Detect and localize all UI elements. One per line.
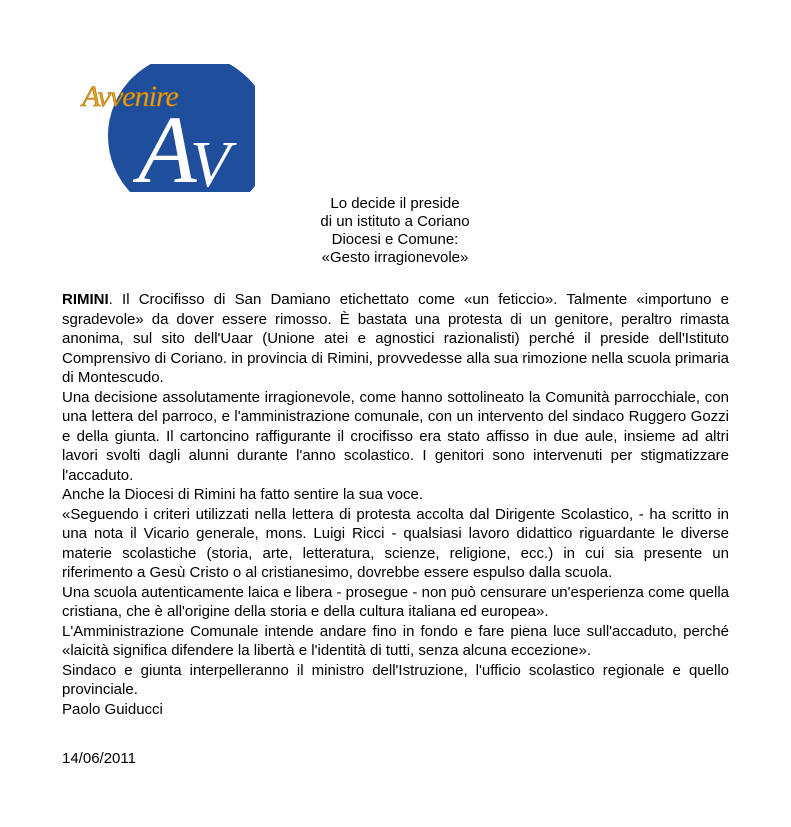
headline-line: Diocesi e Comune:: [331, 231, 459, 248]
article-paragraph: RIMINI. Il Crocifisso di San Damiano etichettato come «un feticcio». Talmente «importuno e sgradevole» da dover essere rimosso. È bastata una protesta di un genitore, peraltro rimasta anonima, sul sito dell'Uaar (Unione atei e agnostici razionalisti) perché il preside dell'Istituto Comprensivo di Coriano. in provincia di Rimini, provvedesse alla sua rimozione nella scuola primaria di Montescudo.: [62, 291, 729, 386]
publication-date: 14/06/2011: [62, 750, 136, 767]
article-paragraph: Sindaco e giunta interpelleranno il ministro dell'Istruzione, l'ufficio scolastico regionale e quello provinciale.: [62, 661, 729, 698]
svg-text:V: V: [190, 128, 231, 194]
headline-line: Lo decide il preside: [330, 195, 460, 212]
svg-text:Avvenire: Avvenire: [82, 80, 178, 113]
svg-text:A: A: [138, 96, 197, 194]
article-paragraph: «Seguendo i criteri utilizzati nella lettera di protesta accolta dal Dirigente Scolastico, - ha scritto in una nota il Vicario generale, mons. Luigi Ricci - qualsiasi lavoro didattico riguardante le diverse materie scolastiche (storia, arte, letteratura, scienze, religione, ecc.) in cui sia presente un riferimento a Gesù Cristo o al cristianesimo, dovrebbe essere espulso dalla scuola.: [62, 505, 729, 581]
article-paragraph: L'Amministrazione Comunale intende andare fino in fondo e fare piena luce sull'accaduto, perché «laicità significa difendere la libertà e l'identità di tutti, senza alcuna eccezione».: [62, 622, 729, 659]
headline-line: di un istituto a Coriano: [320, 213, 470, 230]
author-signature: Paolo Guiducci: [62, 700, 163, 718]
article-paragraph: Una scuola autenticamente laica e libera - prosegue - non può censurare un'esperienza come quella cristiana, che è all'origine della storia e della cultura italiana ed europea».: [62, 583, 729, 620]
dateline: RIMINI: [62, 291, 109, 308]
avvenire-logo: [80, 64, 255, 194]
article-paragraph: Anche la Diocesi di Rimini ha fatto sentire la sua voce.: [62, 486, 424, 503]
headline: [230, 195, 560, 267]
article-paragraph: Una decisione assolutamente irragionevole, come hanno sottolineato la Comunità parrocchiale, con una lettera del parroco, e l'amministrazione comunale, con un intervento del sindaco Ruggero Gozzi e della giunta. Il cartoncino raffigurante il crocifisso era stato affisso in due aule, insieme ad altri lavori svolti dagli alunni durante l'anno scolastico. I genitori sono intervenuti per stigmatizzare l'accaduto.: [62, 388, 729, 484]
headline-line: «Gesto irragionevole»: [321, 249, 469, 266]
article-body: [62, 290, 729, 719]
